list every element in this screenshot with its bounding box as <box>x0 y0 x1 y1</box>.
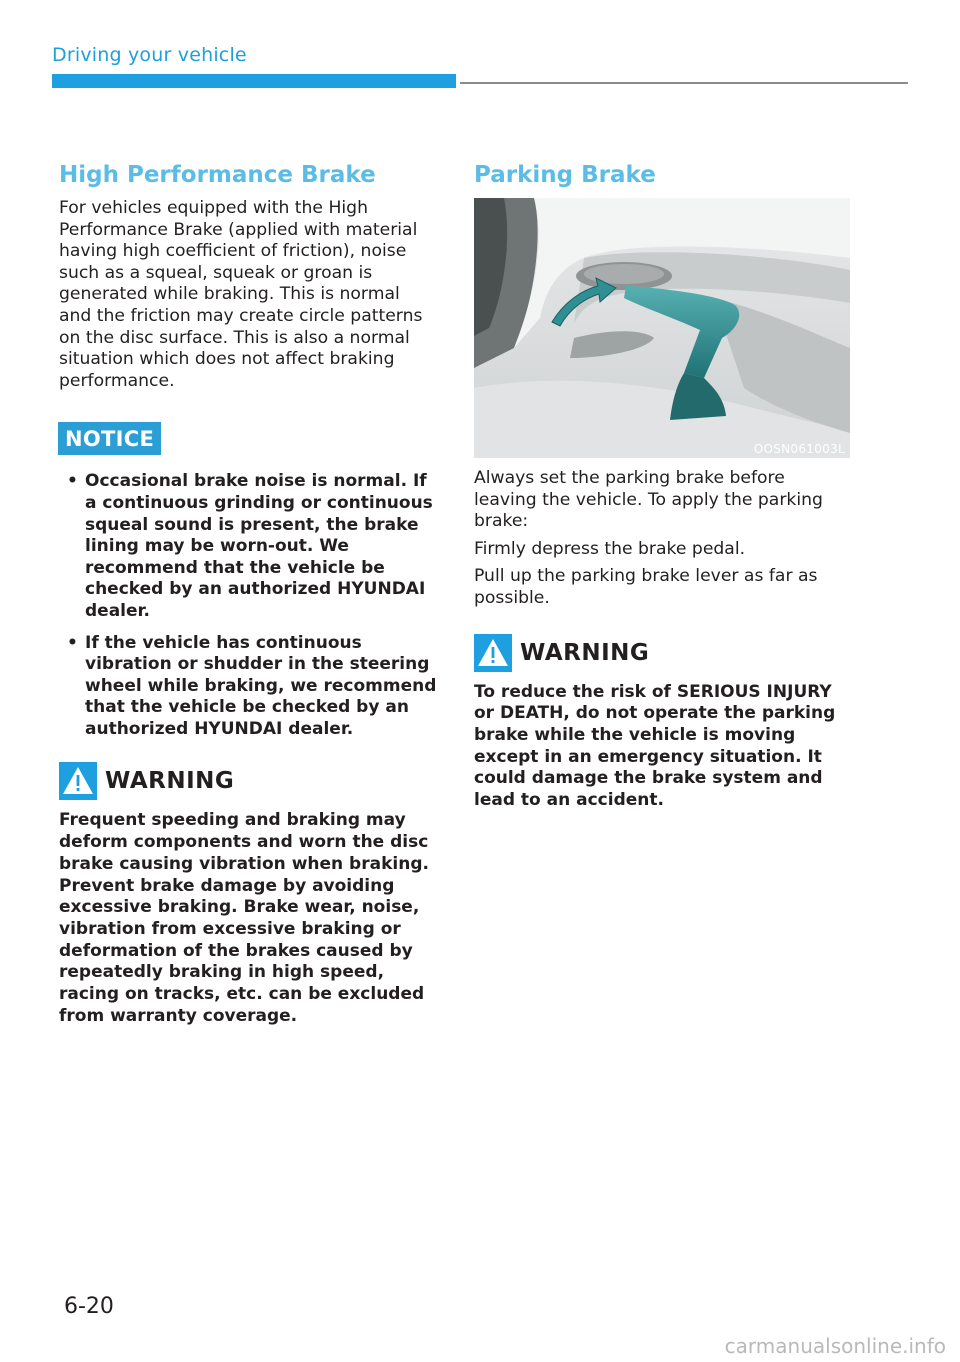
warning-header <box>474 634 852 672</box>
warning-text: Frequent speeding and braking may deform components and worn the disc brake causing vibration when braking. Prevent brake damage by avoiding excessive braking. Brake wear, noise, vibration from excessive braking or deformation of the brakes caused by repeatedly braking in high speed, racing on tracks, etc. can be excluded from warranty coverage. <box>59 810 429 1026</box>
page-number: 6-20 <box>64 1294 114 1319</box>
header-divider <box>460 82 908 84</box>
notice-item <box>59 633 437 741</box>
bullet-icon: • <box>67 632 78 653</box>
notice-item-text: Occasional brake noise is normal. If a continuous grinding or continuous squeal sound is present, the brake lining may be worn-out. We recommend that the vehicle be checked by an authorized HYUNDAI dealer. <box>85 471 433 621</box>
section-title-high-performance-brake: High Performance Brake <box>59 162 376 188</box>
section-title-parking-brake: Parking Brake <box>474 162 656 188</box>
warning-text: To reduce the risk of SERIOUS INJURY or DEATH, do not operate the parking brake while the vehicle is moving except in an emergency situation. It could damage the brake system and lead to an accident. <box>474 681 836 811</box>
parking-brake-illustration <box>474 198 850 458</box>
parking-brake-paragraph: Pull up the parking brake lever as far as possible. <box>474 566 818 608</box>
parking-brake-paragraph: Firmly depress the brake pedal. <box>474 538 746 559</box>
right-column <box>474 160 852 812</box>
notice-item <box>59 471 437 622</box>
warning-triangle-icon <box>59 762 97 800</box>
parking-brake-paragraph: Always set the parking brake before leaving the vehicle. To apply the parking brake: <box>474 468 823 532</box>
notice-item-text: If the vehicle has continuous vibration or shudder in the steering wheel while braking, we recommend that the vehicle be checked by an authorized HYUNDAI dealer. <box>85 632 437 739</box>
notice-badge: NOTICE <box>58 422 161 455</box>
left-column <box>59 160 437 1028</box>
figure-code: OOSN061003L <box>753 442 845 456</box>
warning-triangle-icon <box>474 634 512 672</box>
warning-header <box>59 762 437 800</box>
warning-label: WARNING <box>105 768 235 795</box>
notice-list <box>59 471 437 740</box>
watermark: carmanualsonline.info <box>724 1334 946 1358</box>
parking-brake-figure <box>474 198 850 458</box>
high-performance-brake-body: For vehicles equipped with the High Performance Brake (applied with material having high coefficient of friction), noise such as a squeal, squeak or groan is generated while braking. This is normal and the friction may create circle patterns on the disc surface. This is also a normal situation which does not affect braking performance. <box>59 198 423 391</box>
bullet-icon: • <box>67 471 78 492</box>
running-header: Driving your vehicle <box>52 44 247 66</box>
header-accent-bar <box>52 74 456 88</box>
warning-label: WARNING <box>520 639 650 666</box>
